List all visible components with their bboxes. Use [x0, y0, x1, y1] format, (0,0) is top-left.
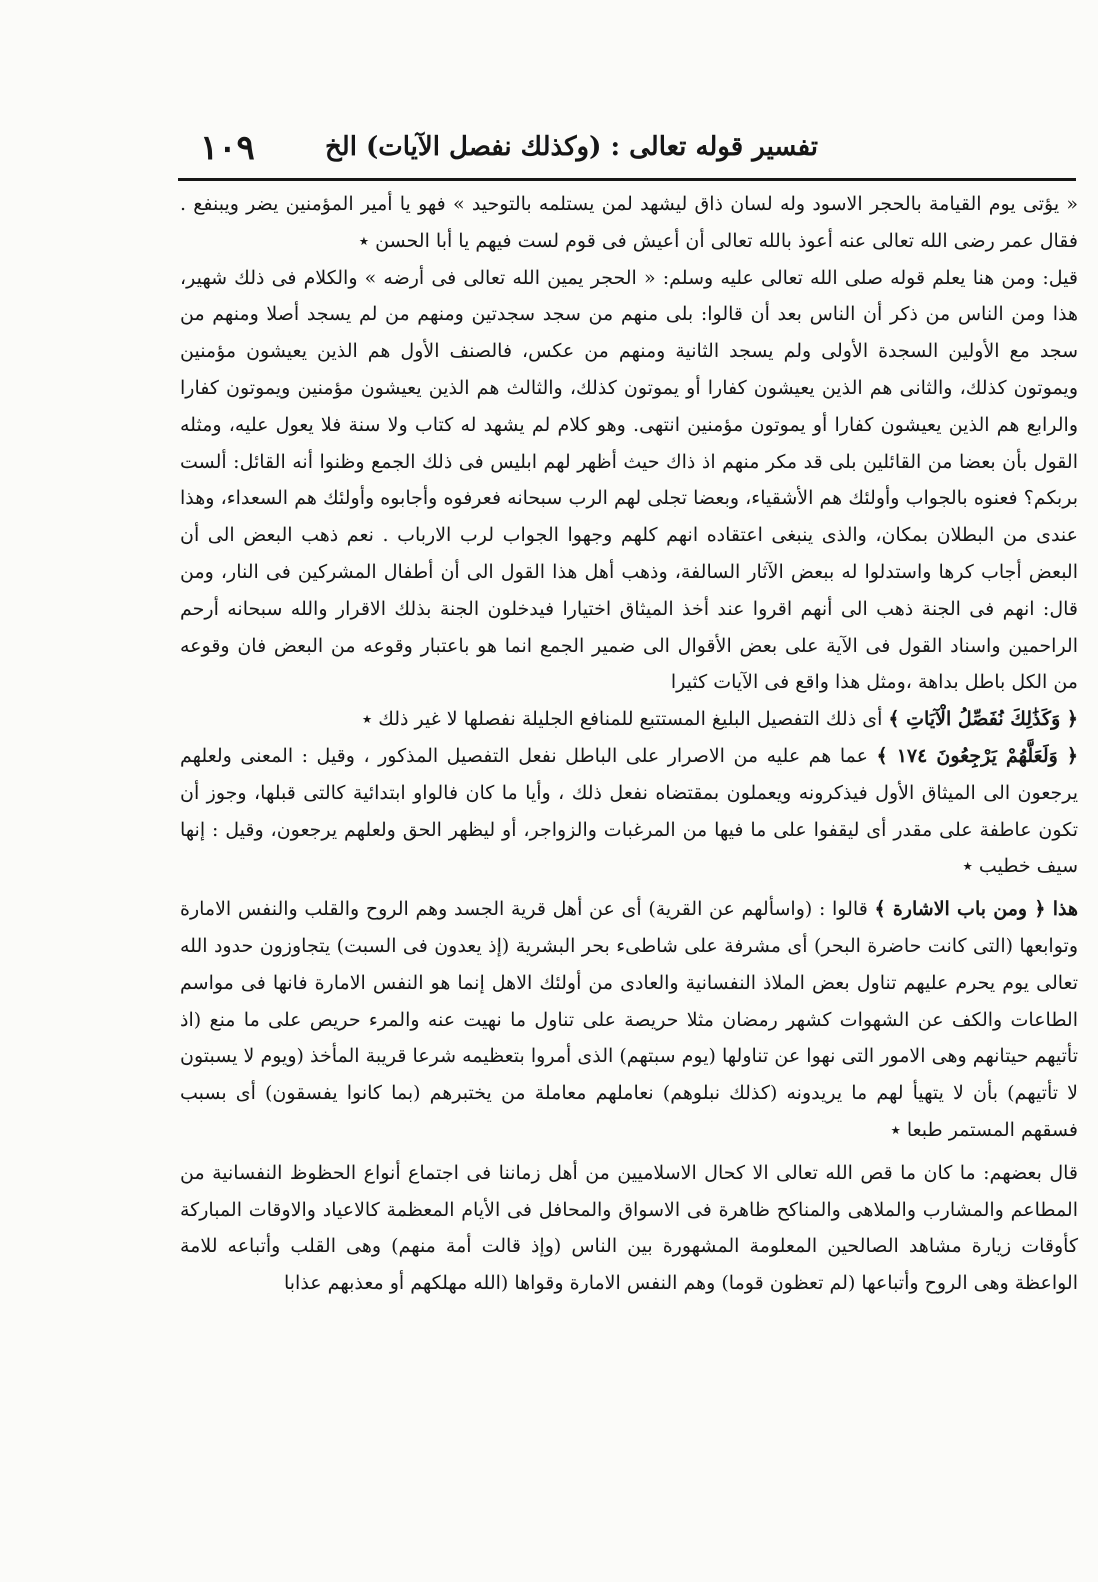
paragraph-text: قال بعضهم: ما كان ما قص الله تعالى الا كحال الاسلاميين من أهل زماننا فى اجتماع أنواع الحظوظ النفسانية من المطاعم والمشارب والملاهى والمناكح ظاهرة فى الاسواق والمحافل فى الأيام المعظمة كالاعياد والاوقات المباركة كأوقات زيارة مشاهد الصالحين المعلومة المشهورة بين الناس (وإذ قالت أمة منهم) وهى القلب وأتباعه للامة الواعظة وهى الروح وأتباعها (لم تعظون قوما) وهم النفس الامارة وقواها (الله مهلكهم أو معذبهم عذابا [180, 1161, 1078, 1295]
section-heading: هذا ﴿ ومن باب الاشارة ﴾ [874, 898, 1078, 921]
paragraph-text: أى ذلك التفصيل البليغ المستتبع للمنافع الجليلة نفصلها لا غير ذلك ٭ [361, 708, 889, 731]
header-title: تفسير قوله تعالى : (وكذلك نفصل الآيات) الخ [324, 132, 818, 162]
header-rule [178, 178, 1076, 181]
paragraph-text: عما هم عليه من الاصرار على الباطل نفعل التفصيل المذكور ، وقيل : المعنى ولعلهم يرجعون الى الميثاق الأول فيذكرونه ويعملون بمقتضاه نفعل ذلك ، وأيا ما كان فالواو ابتدائية كالتى قبلها، وجوز أن تكون عاطفة على مقدر أى ليقفوا على ما فيها من المرغبات والزواجر، أو ليظهر الحق ولعلهم يرجعون، وقيل : إنها سيف خطيب ٭ [180, 744, 1078, 878]
paragraph-5 [180, 891, 1078, 1149]
paragraph-2 [180, 260, 1078, 702]
running-header [186, 128, 1068, 176]
quran-verse: ﴿ وَلَعَلَّهُمْ يَرْجِعُونَ ١٧٤ ﴾ [876, 744, 1079, 767]
paragraph-4 [180, 738, 1078, 885]
page-body [180, 186, 1078, 1302]
paragraph-text: « يؤتى يوم القيامة بالحجر الاسود وله لسان ذاق ليشهد لمن يستلمه بالتوحيد » فهو يا أمير المؤمنين يضر ويبنفع . فقال عمر رضى الله تعالى عنه أعوذ بالله تعالى أن أعيش فى قوم لست فيهم يا أبا الحسن ٭ [180, 193, 1078, 252]
paragraph-text: قالوا : (واسألهم عن القرية) أى عن أهل قرية الجسد وهم الروح والقلب والنفس الامارة وتوابعها (التى كانت حاضرة البحر) أى مشرفة على شاطىء بحر البشرية (إذ يعدون فى السبت) يتجاوزون حدود الله تعالى يوم يحرم عليهم تناول بعض الملاذ النفسانية والعادى من أولئك الاهل إنما هو النفس الامارة فانها فى مواسم الطاعات والكف عن الشهوات كشهر رمضان مثلا حريصة على تناول ما نهيت عنه والمرء حريص على ما منع (اذ تأتيهم حيتانهم وهى الامور التى نهوا عن تناولها (يوم سبتهم) الذى أمروا بتعظيمه شرعا قريبة المأخذ (ويوم لا يسبتون لا تأتيهم) بأن لا يتهيأ لهم ما يريدونه (كذلك نبلوهم) نعاملهم معاملة من يختبرهم (بما كانوا يفسقون) أى بسبب فسقهم المستمر طبعا ٭ [180, 898, 1078, 1141]
paragraph-1 [180, 186, 1078, 260]
paragraph-text: قيل: ومن هنا يعلم قوله صلى الله تعالى عليه وسلم: « الحجر يمين الله تعالى فى أرضه » والكلام فى ذلك شهير، هذا ومن الناس من ذكر أن الناس بعد أن قالوا: بلى منهم من سجد سجدتين ومنهم من لم يسجد أصلا ومنهم من سجد مع الأولين السجدة الأولى ولم يسجد الثانية ومنهم من عكس، فالصنف الأول هم الذين يعيشون مؤمنين ويموتون كذلك، والثانى هم الذين يعيشون كفارا أو يموتون كذلك، والثالث هم الذين يعيشون مؤمنين ويموتون كفارا والرابع هم الذين يعيشون كفارا أو يموتون مؤمنين انتهى. وهو كلام لم يشهد له كتاب ولا سنة فلا يعول عليه، ومثله القول بأن بعضا من القائلين بلى قد مكر منهم اذ ذاك حيث أظهر لهم ابليس فى ذلك الجمع وظنوا أنه القائل: ألست بربكم؟ فعنوه بالجواب وأولئك هم الأشقياء، وبعضا تجلى لهم الرب سبحانه فعرفوه وأجابوه وأولئك هم السعداء، وهذا عندى من البطلان بمكان، والذى ينبغى اعتقاده انهم كلهم وجهوا الجواب لرب الارباب . نعم ذهب البعض الى أن البعض أجاب كرها واستدلوا له ببعض الآثار السالفة، وذهب أهل هذا القول الى أن أطفال المشركين فى النار، ومن قال: انهم فى الجنة ذهب الى أنهم اقروا عند أخذ الميثاق اختيارا فيدخلون الجنة بذلك الاقرار والله سبحانه أرحم الراحمين واسناد القول فى الآية على بعض الأقوال الى ضمير الجمع انما هو باعتبار وقوعه من البعض فان وقوعه من الكل باطل بداهة ،ومثل هذا واقع فى الآيات كثيرا [180, 266, 1078, 694]
paragraph-3 [180, 701, 1078, 738]
paragraph-6 [180, 1155, 1078, 1302]
quran-verse: ﴿ وَكَذَٰلِكَ نُفَصِّلُ الْآيَاتِ ﴾ [888, 708, 1078, 731]
page-number: ١٠٩ [200, 128, 255, 168]
